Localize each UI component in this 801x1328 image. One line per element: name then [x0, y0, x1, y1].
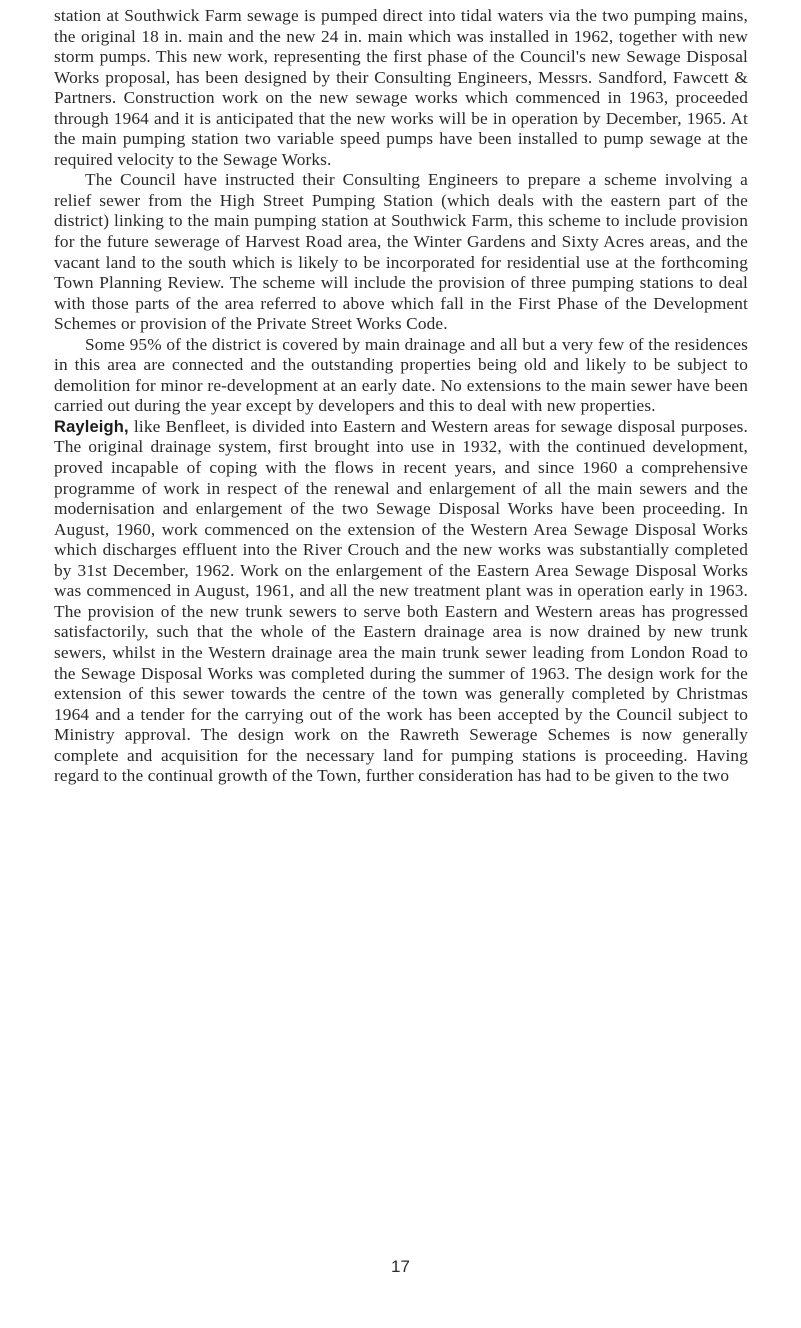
page-number: 17 — [391, 1257, 410, 1276]
paragraph-relief-sewer-scheme: The Council have instructed their Consulting Engineers to prepare a scheme involving a relief sewer from the High Street Pumping Station (which deals with the eastern part of the district) linking to the main pumping station at Southwick Farm, this scheme to include provision for the future sewerage of Harvest Road area, the Winter Gardens and Sixty Acres areas, and the vacant land to the south which is likely to be incorporated for residential use at the forthcoming Town Planning Review. The scheme will include the provision of three pumping stations to deal with those parts of the area referred to above which fall in the First Phase of the Development Schemes or provision of the Private Street Works Code. — [54, 170, 748, 334]
rayleigh-heading: Rayleigh, — [54, 417, 129, 436]
document-page — [54, 6, 748, 787]
paragraph-rayleigh — [54, 417, 748, 787]
paragraph-main-drainage-coverage: Some 95% of the district is covered by main drainage and all but a very few of the residences in this area are connected and the outstanding properties being old and likely to be subject to demolition for minor re-development at an early date. No extensions to the main sewer have been carried out during the year except by developers and this to deal with new properties. — [54, 334, 748, 416]
rayleigh-body: like Benfleet, is divided into Eastern and Western areas for sewage disposal purposes. The original drainage system, first brought into use in 1932, with the continued development, proved incapable of coping with the flows in recent years, and since 1960 a comprehensive programme of work in respect of the renewal and enlargement of all the main sewers and the modernisation and enlargement of the two Sewage Disposal Works have been proceeding. In August, 1960, work commenced on the extension of the Western Area Sewage Disposal Works which discharges effluent into the River Crouch and the new works was substantially completed by 31st December, 1962. Work on the enlargement of the Eastern Area Sewage Disposal Works was commenced in August, 1961, and all the new treatment plant was in operation early in 1963. The provision of the new trunk sewers to serve both Eastern and Western areas has progressed satisfactorily, such that the whole of the Eastern drainage area is now drained by new trunk sewers, whilst in the Western drainage area the main trunk sewer leading from London Road to the Sewage Disposal Works was completed during the summer of 1963. The design work for the extension of this sewer towards the centre of the town was generally completed by Christmas 1964 and a tender for the carrying out of the work has been accepted by the Council subject to Ministry approval. The design work on the Rawreth Sewerage Schemes is now generally complete and acquisition for the necessary land for pumping stations is proceeding. Having regard to the continual growth of the Town, further consideration has had to be given to the two — [54, 416, 748, 786]
paragraph-southwick-farm: station at Southwick Farm sewage is pumped direct into tidal waters via the two pumping mains, the original 18 in. main and the new 24 in. main which was installed in 1962, together with new storm pumps. This new work, representing the first phase of the Council's new Sewage Disposal Works proposal, has been designed by their Consulting Engineers, Messrs. Sandford, Fawcett & Partners. Construction work on the new sewage works which commenced in 1963, proceeded through 1964 and it is anticipated that the new works will be in operation by December, 1965. At the main pumping station two variable speed pumps have been installed to pump sewage at the required velocity to the Sewage Works. — [54, 6, 748, 169]
